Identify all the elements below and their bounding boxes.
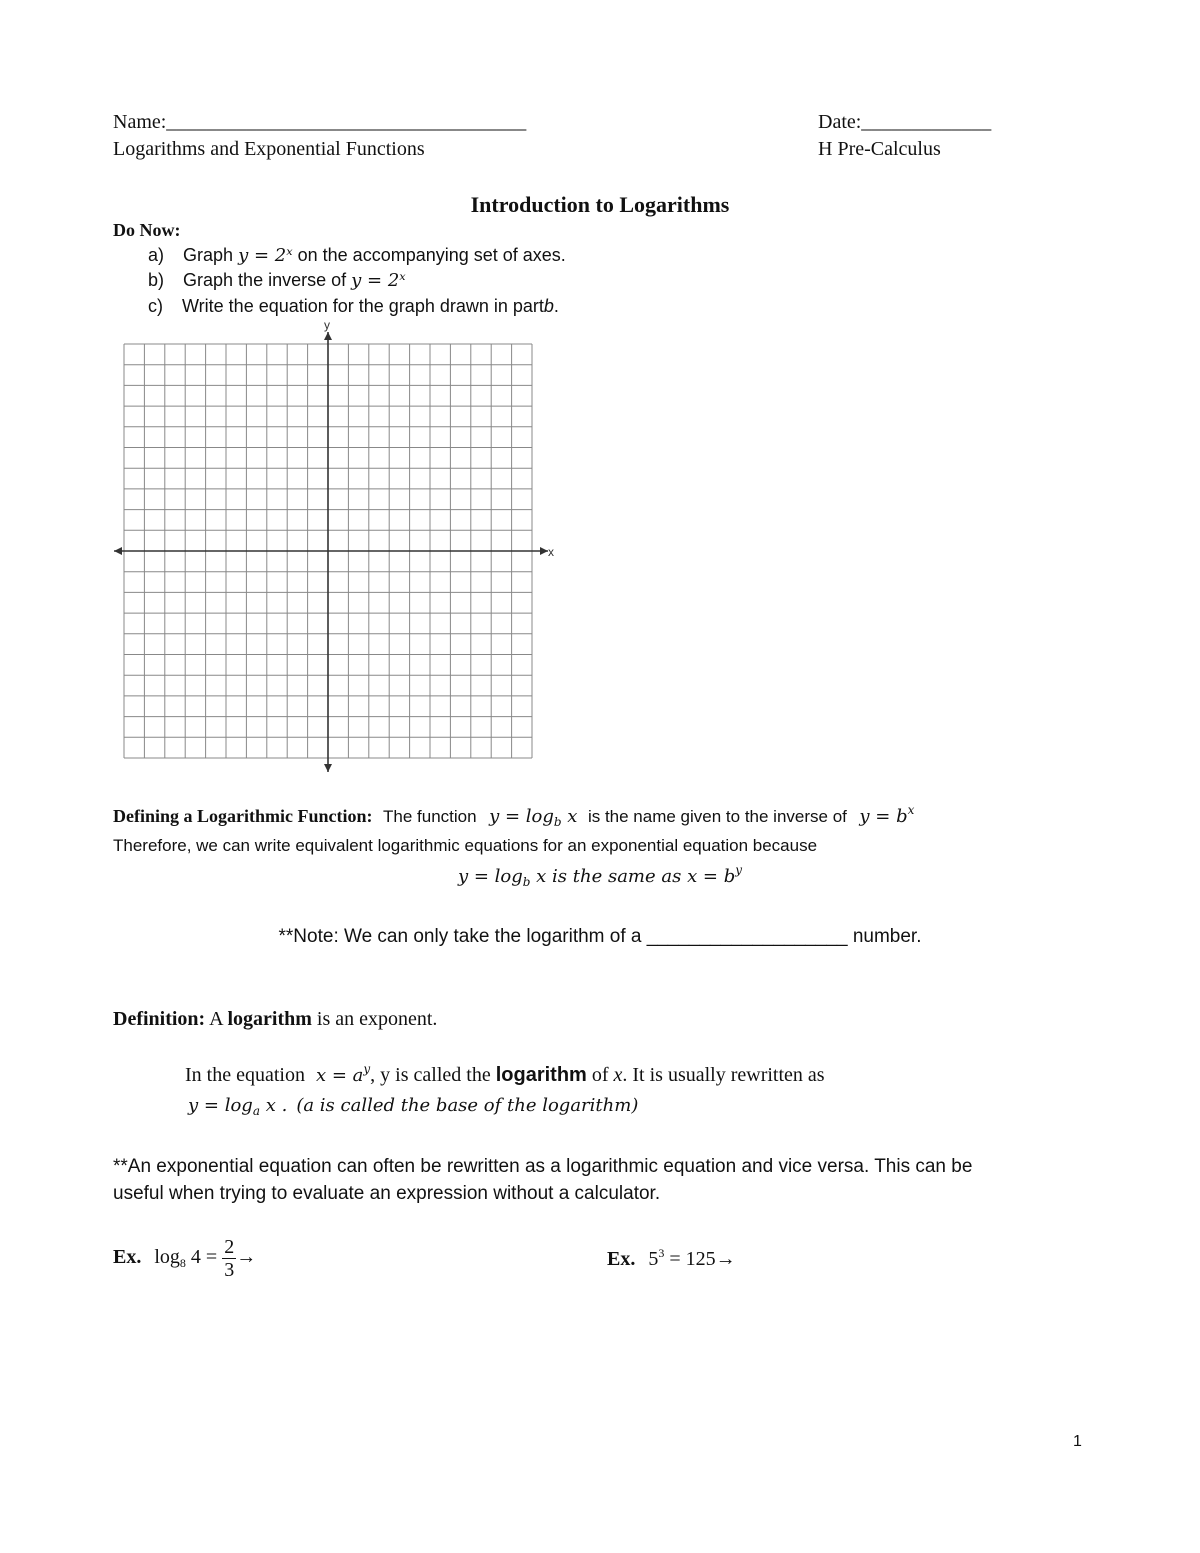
item-text: Graph the inverse of <box>183 270 347 290</box>
defining-heading: Defining a Logarithmic Function: <box>113 806 373 826</box>
equivalence-part: x is the same as x = b <box>536 866 736 887</box>
do-now-heading: Do Now: <box>113 220 181 240</box>
item-text: on the accompanying set of axes. <box>297 245 566 265</box>
fraction-denominator: 3 <box>224 1259 235 1281</box>
log-equation: y = log <box>188 1095 253 1116</box>
do-now-item-c <box>148 296 559 317</box>
y-axis-top-arrow <box>324 332 332 340</box>
unit-title: Logarithms and Exponential Functions <box>113 138 425 160</box>
note-text: **Note: We can only take the logarithm of a <box>278 926 642 947</box>
paragraph-line-1: **An exponential equation can often be rewritten as a logarithmic equation and vice versa. This can be <box>113 1156 973 1177</box>
equation-text: , y is called the <box>370 1064 491 1086</box>
definition-text: A <box>209 1008 223 1030</box>
equivalence-exponent: y <box>735 863 743 877</box>
defining-line-2: Therefore, we can write equivalent logarithmic equations for an exponential equation because <box>113 836 818 855</box>
y-axis-label: y <box>324 318 330 332</box>
log-equation-base: a <box>252 1104 260 1118</box>
defining-equation-variable: x <box>567 806 578 827</box>
defining-equation-base: b <box>553 815 562 829</box>
do-now-item-a <box>148 245 566 266</box>
x-axis-left-arrow <box>114 547 122 555</box>
page-title: Introduction to Logarithms <box>470 192 730 217</box>
base-explanation: (a is called the base of the logarithm) <box>296 1095 639 1116</box>
x-axis-right-arrow <box>540 547 548 555</box>
item-letter: c) <box>148 296 163 316</box>
equivalence-base: b <box>522 875 531 889</box>
arrow-icon: → <box>236 1246 257 1269</box>
equation-text: In the equation <box>185 1064 305 1086</box>
item-text: Graph <box>183 245 234 265</box>
equation-text-line-2 <box>188 1094 638 1117</box>
note-text: number. <box>852 926 922 947</box>
equation-text-line-1 <box>185 1064 825 1087</box>
definition-line <box>113 1008 437 1031</box>
example-log: log <box>154 1246 180 1269</box>
log-equation-variable: x . <box>265 1095 288 1116</box>
item-letter: b) <box>148 270 165 290</box>
equation-variable: x <box>613 1064 623 1086</box>
course-title: H Pre-Calculus <box>818 138 941 160</box>
defining-line-1 <box>113 803 915 829</box>
example-base: 5 <box>648 1248 659 1270</box>
x-axis-label: x <box>548 545 554 559</box>
example-label: Ex. <box>113 1246 142 1269</box>
fraction-numerator: 2 <box>224 1236 235 1258</box>
do-now-item-b <box>148 270 406 291</box>
name-field: Name:____________________________________ <box>113 111 527 133</box>
inverse-equation-exponent: x <box>907 803 915 817</box>
example-label: Ex. <box>607 1248 636 1270</box>
example-2 <box>607 1248 736 1271</box>
page-number: 1 <box>1073 1433 1082 1450</box>
note-line <box>0 926 1200 948</box>
note-blank: ___________________ <box>646 926 848 947</box>
example-log-base: 8 <box>179 1256 186 1271</box>
y-axis-bottom-arrow <box>324 764 332 772</box>
definition-keyword: logarithm <box>227 1008 312 1030</box>
equation-text: of <box>591 1064 609 1086</box>
arrow-icon: → <box>715 1248 736 1270</box>
example-lhs: 4 = <box>190 1246 218 1269</box>
equation-expression: x = a <box>315 1065 364 1086</box>
defining-equation: y = log <box>489 806 554 827</box>
item-equation: y = 2ˣ <box>351 270 406 291</box>
logarithm-keyword: logarithm <box>495 1064 587 1086</box>
item-emphasis: b <box>543 296 554 316</box>
coordinate-grid <box>108 316 560 778</box>
definition-text: is an exponent. <box>316 1008 438 1030</box>
inverse-equation: y = b <box>859 806 908 827</box>
equation-exponent: y <box>363 1062 371 1076</box>
item-text: . <box>553 296 559 316</box>
date-field: Date:_____________ <box>818 111 992 133</box>
equation-text: . It is usually rewritten as <box>622 1064 825 1086</box>
example-exponent: 3 <box>658 1246 665 1260</box>
example-fraction <box>222 1236 236 1281</box>
equivalence-part: y = log <box>457 866 523 887</box>
item-letter: a) <box>148 245 165 265</box>
definition-label: Definition: <box>113 1008 206 1030</box>
defining-text: is the name given to the inverse of <box>587 807 847 826</box>
paragraph-line-2: useful when trying to evaluate an expression without a calculator. <box>113 1183 661 1204</box>
example-1 <box>113 1236 256 1281</box>
defining-text: The function <box>383 807 477 826</box>
equivalence-equation <box>0 863 1200 889</box>
example-rhs: = 125 <box>669 1248 716 1270</box>
item-text: Write the equation for the graph drawn in part <box>182 296 544 316</box>
item-equation: y = 2ˣ <box>238 245 293 266</box>
